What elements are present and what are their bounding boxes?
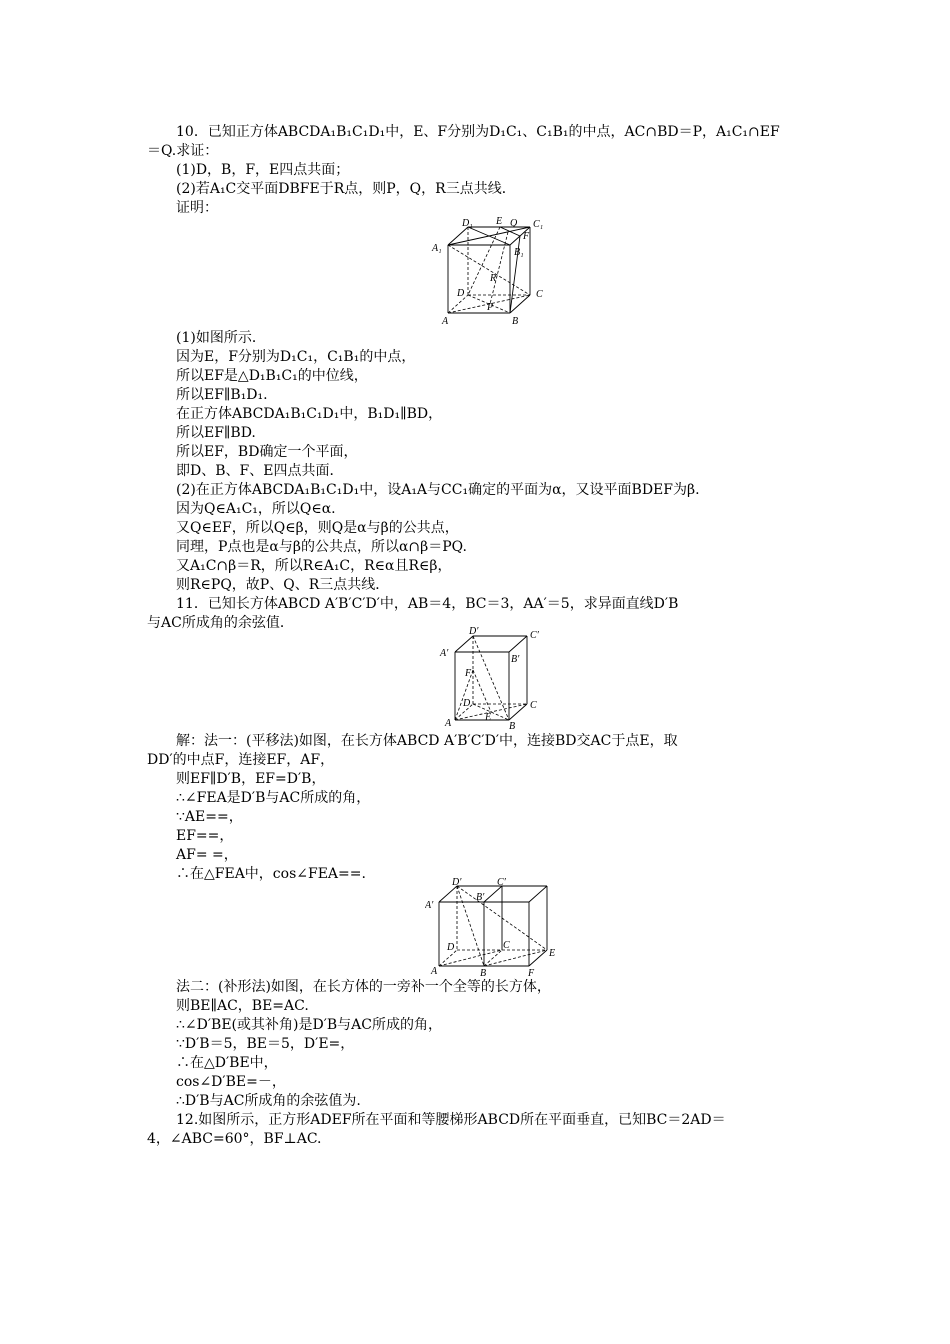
box-figure-method1 (435, 624, 550, 732)
box-figure-method2 (425, 878, 565, 978)
label-B1: B₁ (514, 247, 524, 258)
proof10-line6: 所以EF∥BD. (176, 425, 256, 441)
proof10-line5: 在正方体ABCDA₁B₁C₁D₁中，B₁D₁∥BD， (176, 406, 443, 422)
solution11-line1: 解：法一：(平移法)如图，在长方体ABCD A′B′C′D′中，连接BD交AC于点E，取 (176, 733, 678, 749)
label-C: C (503, 940, 510, 951)
method2-line5: ∴在△D′BE中， (176, 1055, 278, 1071)
label-Dp: D′ (452, 878, 462, 888)
label-Ap: A′ (440, 648, 449, 659)
label-C1: C₁ (533, 219, 544, 230)
method2-line7: ∴D′B与AC所成角的余弦值为. (176, 1093, 361, 1109)
label-A: A (442, 316, 449, 327)
label-E: E (549, 948, 556, 959)
proof10-line2: 因为E，F分别为D₁C₁，C₁B₁的中点， (176, 349, 416, 365)
label-D: D (457, 288, 465, 299)
solution11-line6: EF==， (176, 828, 234, 844)
label-Bp: B′ (511, 654, 520, 665)
label-A1: A₁ (432, 243, 442, 254)
label-D: D (447, 942, 455, 953)
method2-line6: cos∠D′BE=－， (176, 1074, 286, 1090)
label-C: C (530, 700, 537, 711)
proof10-line7: 所以EF，BD确定一个平面， (176, 444, 358, 460)
label-Dp: D′ (469, 626, 479, 637)
proof10-line8: 即D、B、F、E四点共面． (176, 463, 344, 479)
label-Cp: C′ (530, 630, 539, 641)
solution11-line4: ∴∠FEA是D′B与AC所成的角， (176, 790, 371, 806)
label-Cp: C′ (497, 878, 506, 888)
label-A: A (431, 966, 438, 977)
proof10-line10: 因为Q∈A₁C₁，所以Q∈α. (176, 501, 336, 517)
label-D: D (463, 698, 471, 709)
proof10-line3: 所以EF是△D₁B₁C₁的中位线， (176, 368, 368, 384)
label-Q: Q (510, 218, 518, 229)
problem11-line2: 与AC所成角的余弦值． (147, 615, 294, 631)
label-E: E (485, 712, 492, 723)
problem10-line4: (2)若A₁C交平面DBFE于R点，则P，Q，R三点共线． (176, 181, 516, 197)
label-Ap: A′ (425, 900, 434, 911)
label-F: F (465, 668, 472, 679)
label-B: B (512, 316, 519, 327)
proof10-line9: (2)在正方体ABCDA₁B₁C₁D₁中，设A₁A与CC₁确定的平面为α，又设平面BDEF为β. (176, 482, 700, 498)
problem12-line2: 4，∠ABC=60°，BF⊥AC. (147, 1131, 322, 1147)
proof10-line4: 所以EF∥B₁D₁. (176, 387, 268, 403)
solution11-line8: ∴在△FEA中，cos∠FEA==. (176, 866, 366, 882)
proof10-line12: 同理，P点也是α与β的公共点，所以α∩β＝PQ. (176, 539, 467, 555)
label-F: F (523, 231, 530, 242)
proof10-line14: 则R∈PQ，故P、Q、R三点共线． (176, 577, 390, 593)
problem10-line3: (1)D，B，F，E四点共面； (176, 162, 350, 178)
problem10-line5: 证明： (176, 200, 218, 216)
proof10-line1: (1)如图所示． (176, 330, 266, 346)
method2-line3: ∴∠D′BE(或其补角)是D′B与AC所成的角， (176, 1017, 442, 1033)
solution11-line5: ∵AE==， (176, 809, 243, 825)
label-A: A (445, 718, 452, 729)
proof10-line11: 又Q∈EF，所以Q∈β，则Q是α与β的公共点， (176, 520, 459, 536)
method2-line1: 法二：(补形法)如图，在长方体的一旁补一个全等的长方体， (176, 979, 551, 995)
label-B: B (480, 968, 487, 978)
problem10-line1: 10．已知正方体ABCDA₁B₁C₁D₁中，E、F分别为D₁C₁、C₁B₁的中点，AC∩BD＝P，A₁C₁∩EF (176, 124, 780, 140)
proof10-line13: 又A₁C∩β＝R，所以R∈A₁C，R∈α且R∈β， (176, 558, 452, 574)
solution11-line3: 则EF∥D′B，EF=D′B， (176, 771, 326, 787)
problem12-line1: 12.如图所示，正方形ADEF所在平面和等腰梯形ABCD所在平面垂直，已知BC＝2AD＝ (176, 1112, 726, 1128)
method2-line2: 则BE∥AC，BE=AC. (176, 998, 309, 1014)
label-F: F (528, 968, 535, 978)
label-R: R (490, 273, 497, 284)
solution11-line7: AF= =， (176, 847, 238, 863)
label-D1: D₁ (462, 218, 473, 229)
cube-figure-problem10 (430, 215, 555, 330)
label-Bp: B′ (476, 892, 485, 903)
label-E: E (496, 216, 503, 227)
problem11-line1: 11．已知长方体ABCD A′B′C′D′中，AB＝4，BC＝3，AA′＝5，求异面直线D′B (176, 596, 679, 612)
problem10-line2: ＝Q.求证： (147, 143, 219, 159)
solution11-line2: DD′的中点F，连接EF，AF， (147, 752, 335, 768)
label-B: B (509, 721, 516, 732)
method2-line4: ∵D′B＝5，BE＝5，D′E=， (176, 1036, 355, 1052)
label-C: C (536, 289, 543, 300)
label-P: P (487, 302, 494, 313)
